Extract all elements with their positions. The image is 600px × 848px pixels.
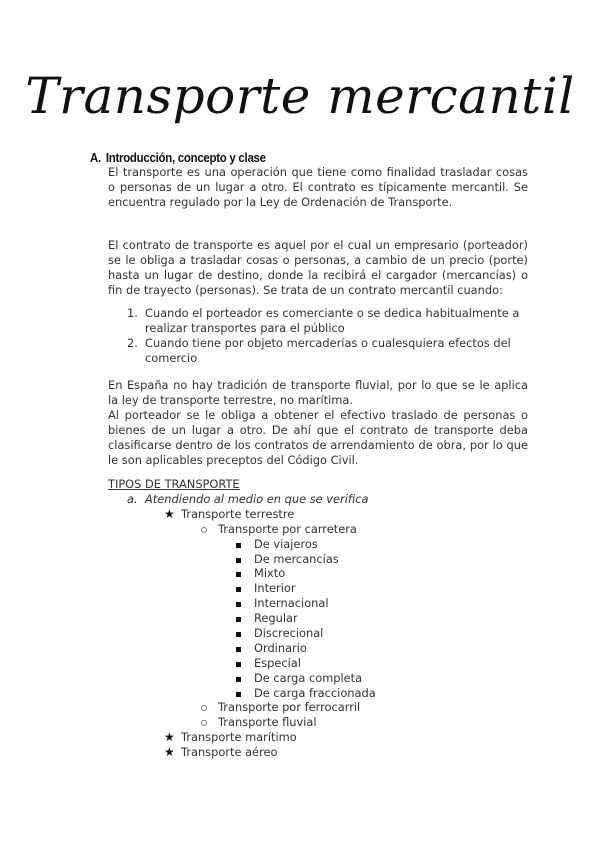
tree-item [0, 581, 600, 596]
tree-item [0, 745, 600, 760]
tree-item [0, 626, 600, 641]
document-title: Transporte mercantil [25, 67, 575, 125]
tree-item [0, 522, 600, 537]
star-bullet-icon: ★ [164, 506, 175, 521]
list-item-text: Cuando el porteador es comerciante o se dedica habitualmente a realizar transportes para el público [145, 306, 520, 335]
tree-item-label: De viajeros [254, 536, 318, 551]
tree-item-label: Interior [254, 581, 296, 596]
tree-item [0, 537, 600, 552]
tree-item-label: Transporte terrestre [181, 506, 295, 521]
paragraph-intro: El transporte es una operación que tiene como finalidad trasladar cosas o personas de un lugar a otro. El contrato es típicamente mercantil. Se encuentra regulado por la Ley de Ordenación de Transporte. [108, 165, 528, 209]
circle-bullet-icon [201, 715, 207, 730]
list-item [108, 306, 528, 336]
tree-item [0, 656, 600, 671]
tree-item-label: De carga completa [254, 670, 363, 685]
tree-item-label: Transporte por ferrocarril [218, 700, 361, 715]
transport-types-tree [0, 492, 600, 760]
numbered-list [108, 306, 528, 366]
list-number: 1. [127, 306, 138, 320]
square-bullet-icon [236, 552, 241, 567]
star-bullet-icon: ★ [164, 730, 175, 745]
tree-item [0, 552, 600, 567]
tree-item-label: De carga fraccionada [254, 685, 376, 700]
tree-item-label: Internacional [254, 596, 329, 611]
tree-item [0, 715, 600, 730]
paragraph-spain [108, 378, 528, 467]
circle-bullet-icon [201, 700, 207, 715]
circle-bullet-icon [201, 522, 207, 537]
square-bullet-icon [236, 566, 241, 581]
square-bullet-icon [236, 656, 241, 671]
tree-item-label: Transporte marítimo [181, 730, 297, 745]
section-heading [90, 150, 266, 165]
tree-item-label: De mercancías [254, 551, 339, 566]
tree-item [0, 596, 600, 611]
section-heading-text: Introducción, concepto y clase [105, 150, 266, 165]
tree-item-label: Ordinario [254, 640, 307, 655]
section-letter: A. [90, 150, 101, 165]
square-bullet-icon [236, 641, 241, 656]
square-bullet-icon [236, 537, 241, 552]
tree-item-label: Transporte aéreo [181, 745, 278, 760]
tree-item-label: Especial [254, 655, 301, 670]
square-bullet-icon [236, 596, 241, 611]
tree-item [0, 671, 600, 686]
tree-item-label: Discrecional [254, 626, 324, 641]
paragraph-line: Al porteador se le obliga a obtener el efectivo traslado de personas o bienes de un lugar a otro. De ahí que el contrato de transporte deba clasificarse dentro de los contratos de arrendamiento de obra, por lo que le son aplicables preceptos del Código Civil. [108, 407, 528, 467]
square-bullet-icon [236, 626, 241, 641]
tree-item [0, 641, 600, 656]
tree-item-label: Transporte por carretera [218, 521, 357, 536]
tree-item [0, 566, 600, 581]
tree-item [0, 492, 600, 507]
square-bullet-icon [236, 611, 241, 626]
square-bullet-icon [236, 686, 241, 701]
square-bullet-icon [236, 581, 241, 596]
tree-item [0, 686, 600, 701]
star-bullet-icon: ★ [164, 745, 175, 760]
paragraph-definition: El contrato de transporte es aquel por el cual un empresario (porteador) se le obliga a trasladar cosas o personas, a cambio de un precio (porte) hasta un lugar de destino, donde la recibirá el cargador (mercancías) o fin de trayecto (personas). Se trata de un contrato mercantil cuando: [108, 238, 528, 297]
square-bullet-icon [236, 671, 241, 686]
tree-item-label: Atendiendo al medio en que se verifica [145, 492, 369, 506]
list-item [108, 336, 528, 366]
list-number: 2. [127, 335, 138, 350]
tree-item-label: Transporte fluvial [218, 715, 317, 730]
tree-item [0, 611, 600, 626]
paragraph-line: En España no hay tradición de transporte fluvial, por lo que se le aplica la ley de transporte terrestre, no marítima. [108, 378, 528, 407]
tipos-heading: TIPOS DE TRANSPORTE [108, 477, 240, 491]
tree-item [0, 730, 600, 745]
tree-item-label: Mixto [254, 566, 286, 581]
tree-item [0, 700, 600, 715]
list-item-text: Cuando tiene por objeto mercaderías o cualesquiera efectos del comercio [145, 335, 511, 365]
tree-item [0, 507, 600, 522]
list-letter: a. [127, 492, 138, 506]
tree-item-label: Regular [254, 611, 298, 626]
